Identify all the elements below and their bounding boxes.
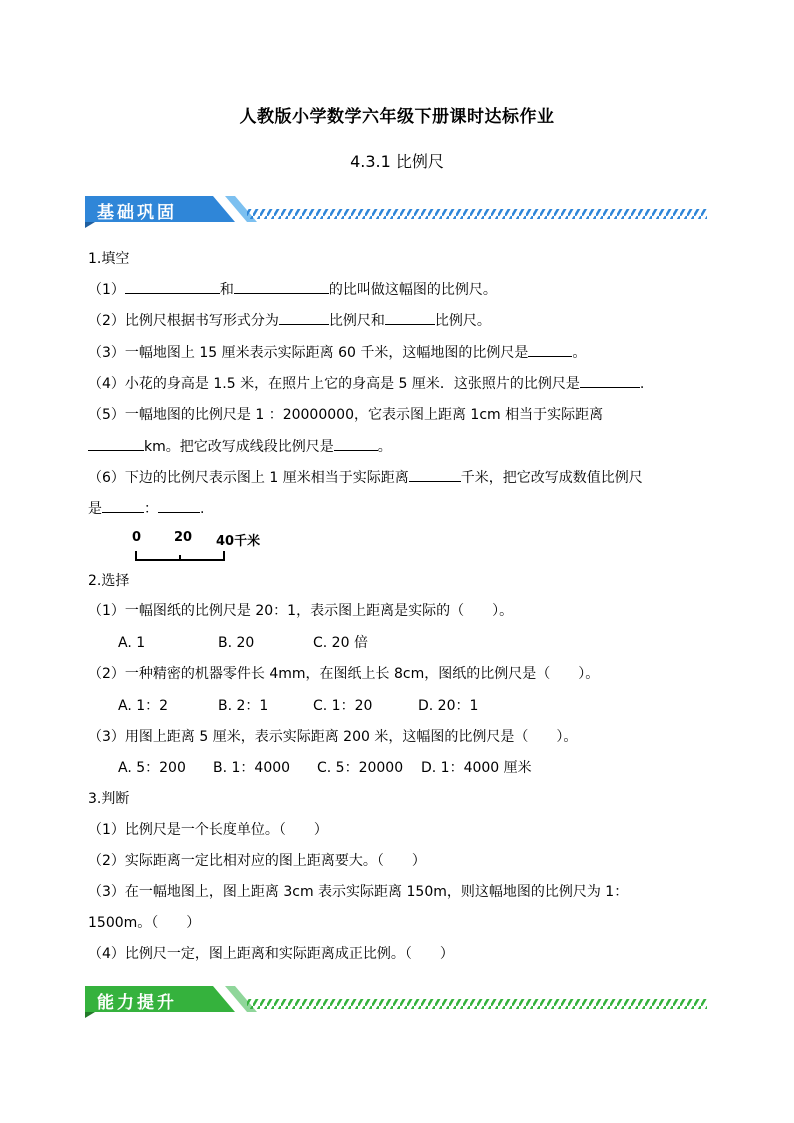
judge-q4: （4）比例尺一定，图上距离和实际距离成正比例。（ ）: [88, 946, 454, 962]
fill-q1-suffix: 的比叫做这幅图的比例尺。: [328, 282, 497, 298]
fill-q1: [88, 279, 714, 300]
option-d[interactable]: D. 1：4000 厘米: [421, 760, 532, 776]
answer-blank[interactable]: [580, 373, 640, 388]
option-c[interactable]: C. 5：20000: [317, 760, 404, 776]
option-a[interactable]: A. 5：200: [118, 760, 186, 776]
fill-q1-mid: 和: [219, 282, 234, 298]
choice-q2-options: [118, 696, 714, 716]
fill-q4: [88, 373, 714, 394]
answer-blank[interactable]: [102, 498, 144, 513]
answer-blank[interactable]: [385, 310, 435, 325]
option-b[interactable]: B. 2：1: [218, 698, 269, 714]
fill-q5-line1: [88, 405, 714, 425]
judge-heading: 3.判断: [88, 791, 130, 807]
fill-q2-prefix: （2）比例尺根据书写形式分为: [88, 313, 279, 329]
fill-q6-mid: 千米，把它改写成数值比例尺: [460, 470, 643, 486]
choice-q1: （1）一幅图纸的比例尺是 20：1，表示图上距离是实际的（ ）。: [88, 603, 514, 619]
fill-q5-end: 。: [377, 439, 392, 455]
judge-q3-line2: 1500m。（ ）: [88, 915, 201, 931]
scale-label-40: 40千米: [216, 534, 261, 549]
fill-q2: [88, 310, 714, 331]
judge-q2: （2）实际距离一定比相对应的图上距离要大。（ ）: [88, 853, 426, 869]
scale-label-20: 20: [174, 530, 193, 545]
fill-q6-colon: ：: [144, 501, 158, 517]
fill-heading: 1.填空: [88, 251, 130, 267]
option-c[interactable]: C. 1：20: [313, 698, 373, 714]
answer-blank[interactable]: [88, 436, 144, 451]
option-b[interactable]: B. 1：4000: [213, 760, 291, 776]
page-title: 人教版小学数学六年级下册课时达标作业: [239, 107, 555, 127]
fill-q5-line2: [88, 436, 714, 457]
answer-blank[interactable]: [279, 310, 329, 325]
answer-blank[interactable]: [409, 467, 461, 482]
fill-q3: [88, 342, 714, 363]
scale-bar: [132, 530, 292, 564]
choice-q3: （3）用图上距离 5 厘米，表示实际距离 200 米，这幅图的比例尺是（ ）。: [88, 729, 578, 745]
fill-q6-line1: [88, 467, 714, 488]
banner-ability-graphic: [85, 982, 710, 1018]
fill-q4-text: （4）小花的身高是 1.5 米，在照片上它的身高是 5 厘米．这张照片的比例尺是: [88, 376, 580, 392]
judge-q3-line1: （3）在一幅地图上，图上距离 3cm 表示实际距离 150m，则这幅地图的比例尺为 1：: [88, 884, 629, 900]
option-a[interactable]: A. 1：2: [118, 698, 169, 714]
fill-q1-prefix: （1）: [88, 282, 125, 298]
answer-blank[interactable]: [334, 436, 378, 451]
section-banner-ability: [85, 982, 710, 1018]
scale-bar-line: [135, 548, 235, 562]
fill-q3-end: 。: [572, 345, 587, 361]
choice-q2: （2）一种精密的机器零件长 4mm，在图纸上长 8cm，图纸的比例尺是（ ）。: [88, 666, 600, 682]
answer-blank[interactable]: [528, 342, 572, 357]
fill-q6-line2: [88, 498, 714, 519]
choice-heading: 2.选择: [88, 573, 130, 589]
answer-blank[interactable]: [234, 279, 329, 294]
fill-q5-text: （5）一幅地图的比例尺是 1 ：20000000，它表示图上距离 1cm 相当于实际距离: [88, 407, 604, 423]
banner-ability-label: 能力提升: [97, 993, 177, 1013]
option-a[interactable]: A. 1: [118, 635, 146, 651]
banner-basic-label: 基础巩固: [97, 203, 177, 223]
judge-q1: （1）比例尺是一个长度单位。（ ）: [88, 822, 328, 838]
answer-blank[interactable]: [158, 498, 200, 513]
scale-label-0: 0: [132, 530, 142, 545]
option-d[interactable]: D. 20：1: [418, 698, 479, 714]
choice-q3-options: [118, 758, 714, 778]
fill-q6-text: （6）下边的比例尺表示图上 1 厘米相当于实际距离: [88, 470, 409, 486]
fill-q6-end: .: [200, 501, 205, 517]
option-b[interactable]: B. 20: [218, 635, 255, 651]
fill-q6-prefix: 是: [88, 501, 102, 517]
section-banner-basic: [85, 192, 710, 228]
option-c[interactable]: C. 20 倍: [313, 635, 368, 651]
choice-q1-options: [118, 633, 714, 653]
fill-q2-suffix: 比例尺。: [434, 313, 491, 329]
page-subtitle: 4.3.1 比例尺: [350, 152, 444, 171]
fill-q2-mid: 比例尺和: [328, 313, 385, 329]
banner-basic-graphic: [85, 192, 710, 228]
fill-q4-end: .: [639, 376, 645, 392]
fill-q5-mid: km。把它改写成线段比例尺是: [144, 439, 334, 455]
fill-q3-text: （3）一幅地图上 15 厘米表示实际距离 60 千米，这幅地图的比例尺是: [88, 345, 529, 361]
answer-blank[interactable]: [125, 279, 220, 294]
